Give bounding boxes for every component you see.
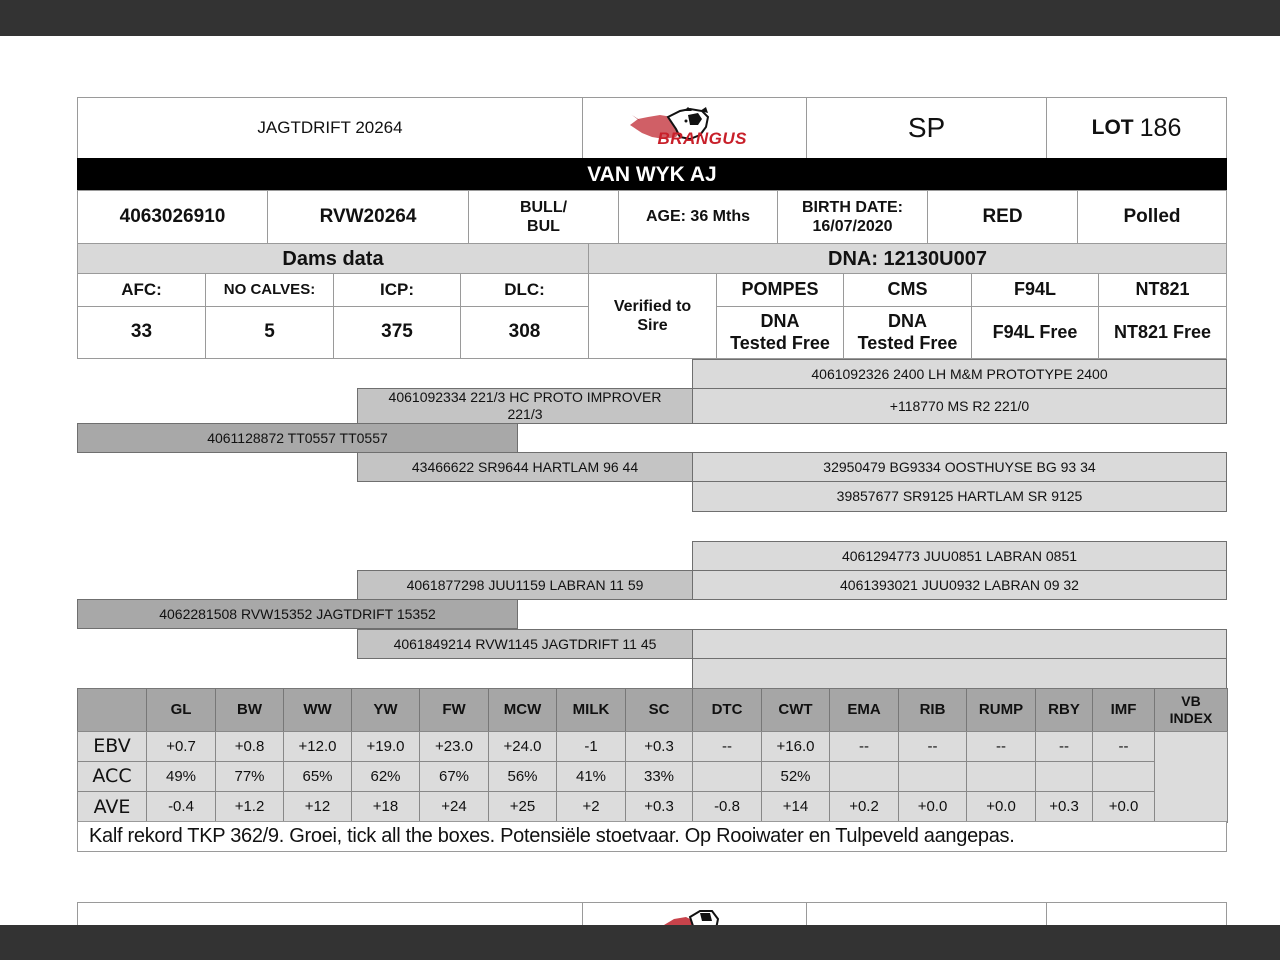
ebv-cell-acc-cwt-text: 52% [780, 767, 811, 785]
ebv-cell-ebv-dtc-text: -- [722, 737, 732, 755]
ebv-cell-acc-fw [419, 761, 489, 792]
ebv-cell-ebv-rby [1035, 731, 1093, 762]
viewer-bottom-bar [0, 925, 1280, 960]
ebv-cell-acc-milk [556, 761, 626, 792]
afc-label: AFC: [121, 279, 162, 299]
ebv-header-corner [77, 688, 147, 732]
ebv-cell-ebv-imf-text: -- [1118, 737, 1129, 755]
ebv-header-rib-text: RIB [919, 701, 946, 718]
ebv-header-rump [966, 688, 1036, 732]
ebv-cell-ebv-bw-text: +0.8 [234, 737, 265, 755]
dna-test-name-nt821 [1098, 273, 1227, 307]
dams-header-no-calves [205, 273, 334, 307]
dna-test-result-pompes [716, 306, 844, 359]
ebv-cell-acc-dtc [692, 761, 762, 792]
lot-number-box [1046, 97, 1227, 159]
ebv-cell-ebv-yw [351, 731, 420, 762]
no-calves-value: 5 [264, 321, 275, 343]
afc-value: 33 [130, 321, 153, 343]
ebv-cell-ave-milk [556, 791, 626, 823]
pedigree-dam-sire-sire [692, 541, 1227, 571]
horn-status-text: Polled [1123, 205, 1181, 227]
ebv-cell-ave-mcw [488, 791, 557, 823]
lot-number: 186 [1139, 114, 1182, 142]
comment-row [77, 821, 1227, 852]
horn-status [1077, 190, 1227, 244]
ebv-cell-ave-sc-text: +0.3 [644, 798, 674, 815]
ebv-cell-ebv-mcw [488, 731, 557, 762]
ebv-cell-ave-gl [146, 791, 216, 823]
pedigree-sire-dam-dam [692, 481, 1227, 512]
colour [927, 190, 1078, 244]
pedigree-text: 4061128872 TT0557 TT0557 [207, 429, 388, 446]
pedigree-sire-dam-sire [692, 452, 1227, 482]
ebv-header-milk-text: MILK [572, 701, 610, 718]
breeder-name: VAN WYK AJ [587, 162, 717, 186]
pedigree-dam-dam-dam [692, 658, 1227, 689]
ebv-header-ema-text: EMA [847, 701, 881, 718]
pedigree-sire-sire-dam [692, 388, 1227, 424]
pedigree-text: 4061849214 RVW1145 JAGTDRIFT 11 45 [393, 635, 657, 652]
ebv-cell-ebv-cwt [761, 731, 830, 762]
ebv-cell-ebv-ww [283, 731, 352, 762]
animal-id-text: RVW20264 [319, 205, 417, 227]
ebv-cell-ave-rby-text: +0.3 [1049, 798, 1079, 815]
ebv-cell-acc-ww [283, 761, 352, 792]
ebv-header-dtc-text: DTC [711, 701, 743, 718]
ebv-cell-ebv-fw [419, 731, 489, 762]
ebv-cell-ave-yw [351, 791, 420, 823]
dams-value-dlc [460, 306, 589, 359]
comment-text: Kalf rekord TKP 362/9. Groei, tick all the boxes. Potensiële stoetvaar. Op Rooiwater en Tulpeveld aangepas. [89, 825, 1015, 847]
pedigree-dam-sire-dam [692, 570, 1227, 600]
pedigree-dam-dam-sire [692, 629, 1227, 659]
ebv-header-ww [283, 688, 352, 732]
ebv-cell-acc-sc [625, 761, 693, 792]
ebv-row-label-acc [77, 761, 147, 792]
ebv-header-rby-text: RBY [1048, 701, 1080, 718]
ebv-cell-ebv-rib-text: -- [927, 737, 938, 755]
ebv-cell-acc-bw-text: 77% [234, 767, 265, 785]
ebv-cell-acc-rump [966, 761, 1036, 792]
ebv-cell-ebv-rby-text: -- [1059, 737, 1069, 755]
pedigree-dam-dam [357, 629, 693, 659]
pompes-result-line2: Tested Free [730, 332, 830, 353]
ebv-cell-ebv-milk [556, 731, 626, 762]
pedigree-sire [77, 423, 518, 453]
dna-test-name-f94l [971, 273, 1099, 307]
registration-number [77, 190, 268, 244]
vb-index-label: VB [1181, 693, 1201, 710]
viewer-top-bar [0, 0, 1280, 36]
lot-label: LOT [1091, 116, 1134, 140]
brangus-logo [582, 97, 807, 159]
dams-data-title: Dams data [282, 247, 384, 270]
dna-test-result-f94l [971, 306, 1099, 359]
dna-test-name-pompes [716, 273, 844, 307]
ebv-cell-acc-yw-text: 62% [370, 767, 401, 785]
ebv-row-label-ave-text: AVE [93, 795, 131, 818]
ebv-row-label-ebv-text: EBV [93, 735, 131, 758]
cms-label: CMS [887, 279, 928, 300]
verified-line2: Sire [637, 317, 668, 334]
ebv-cell-acc-bw [215, 761, 284, 792]
ebv-cell-ebv-imf [1092, 731, 1155, 762]
dlc-label: DLC: [504, 279, 545, 299]
nt821-result: NT821 Free [1113, 321, 1212, 342]
ebv-cell-ave-rump [966, 791, 1036, 823]
ebv-cell-ave-ema [829, 791, 899, 823]
ebv-vb-index-value [1154, 731, 1228, 823]
ebv-cell-ebv-yw-text: +19.0 [366, 737, 405, 755]
ebv-row-label-ebv [77, 731, 147, 762]
verified-to-sire [588, 273, 717, 359]
icp-value: 375 [381, 321, 413, 343]
brand-logo-text: BRANGUS [657, 129, 747, 148]
ebv-cell-ave-ww [283, 791, 352, 823]
pedigree-text: 4061393021 JUU0932 LABRAN 09 32 [840, 576, 1079, 593]
ebv-cell-ebv-sc-text: +0.3 [644, 737, 674, 755]
pedigree-sire-sire [357, 388, 693, 424]
ebv-cell-acc-mcw [488, 761, 557, 792]
ebv-cell-acc-rib [898, 761, 967, 792]
pedigree-text: 4061294773 JUU0851 LABRAN 0851 [841, 547, 1078, 564]
ebv-cell-ebv-rump-text: -- [996, 737, 1006, 755]
nt821-label: NT821 [1135, 279, 1190, 300]
ebv-cell-ebv-ww-text: +12.0 [298, 737, 337, 755]
birth-date-value: 16/07/2020 [812, 218, 893, 235]
category-text: SP [907, 112, 946, 144]
dna-test-name-cms [843, 273, 972, 307]
pedigree-sire-dam [357, 452, 693, 482]
ebv-header-ema [829, 688, 899, 732]
ebv-header-fw-text: FW [442, 701, 466, 718]
f94l-label: F94L [1013, 279, 1056, 300]
ebv-cell-acc-fw-text: 67% [438, 767, 470, 785]
ebv-cell-ebv-rump [966, 731, 1036, 762]
ebv-cell-ebv-gl [146, 731, 216, 762]
pedigree-text: 4061092334 221/3 HC PROTO IMPROVER 221/3 [388, 389, 662, 422]
ebv-header-cwt-text: CWT [778, 701, 813, 718]
ebv-header-bw [215, 688, 284, 732]
ebv-cell-acc-mcw-text: 56% [507, 767, 538, 785]
sex-line2: BUL [527, 218, 560, 235]
ebv-header-ww-text: WW [303, 701, 332, 718]
breeder-banner [77, 158, 1227, 191]
ebv-cell-ave-bw [215, 791, 284, 823]
ebv-cell-ave-bw-text: +1.2 [234, 798, 265, 815]
dams-header-icp [333, 273, 461, 307]
ebv-cell-acc-rby [1035, 761, 1093, 792]
ebv-cell-ebv-bw [215, 731, 284, 762]
ebv-header-rib [898, 688, 967, 732]
ebv-cell-ave-imf [1092, 791, 1155, 823]
ebv-header-mcw-text: MCW [503, 701, 542, 718]
ebv-cell-ave-imf-text: +0.0 [1108, 798, 1139, 815]
dna-test-result-cms [843, 306, 972, 359]
ebv-cell-acc-ww-text: 65% [302, 767, 333, 785]
ebv-row-label-acc-text: ACC [92, 765, 132, 788]
ebv-header-milk [556, 688, 626, 732]
vb-index-label: INDEX [1169, 710, 1213, 726]
pedigree-text: 4061877298 JUU1159 LABRAN 11 59 [406, 576, 644, 593]
no-calves-label: NO CALVES: [223, 281, 316, 298]
ebv-cell-ebv-milk-text: -1 [584, 737, 598, 755]
ebv-header-bw-text: BW [237, 701, 262, 718]
pedigree-text: 39857677 SR9125 HARTLAM SR 9125 [836, 488, 1083, 505]
ebv-cell-ave-rib-text: +0.0 [917, 798, 948, 815]
ebv-cell-ave-rump-text: +0.0 [986, 798, 1016, 815]
ebv-cell-ave-ww-text: +12 [304, 798, 331, 815]
ebv-cell-ave-ema-text: +0.2 [849, 798, 879, 815]
ebv-cell-ave-rib [898, 791, 967, 823]
dna-test-result-nt821 [1098, 306, 1227, 359]
dlc-value: 308 [508, 321, 541, 343]
ebv-cell-ave-fw-text: +24 [441, 798, 467, 815]
ebv-cell-ave-gl-text: -0.4 [168, 798, 194, 815]
ebv-cell-ebv-mcw-text: +24.0 [503, 737, 542, 755]
animal-name-text: JAGTDRIFT 20264 [257, 117, 403, 137]
ebv-header-imf [1092, 688, 1155, 732]
ebv-row-label-ave [77, 791, 147, 823]
age [618, 190, 778, 244]
ebv-cell-ebv-gl-text: +0.7 [166, 737, 196, 755]
ebv-header-rump-text: RUMP [978, 701, 1024, 718]
ebv-header-mcw [488, 688, 557, 732]
ebv-cell-ave-dtc [692, 791, 762, 823]
ebv-header-cwt [761, 688, 830, 732]
ebv-cell-ave-rby [1035, 791, 1093, 823]
dna-title: DNA: 12130U007 [828, 247, 987, 270]
ebv-header-yw [351, 688, 420, 732]
ebv-header-gl [146, 688, 216, 732]
ebv-header-imf-text: IMF [1110, 701, 1137, 718]
ebv-header-sc-text: SC [648, 701, 670, 718]
pedigree-dam-sire [357, 570, 693, 600]
verified-line1: Verified to [613, 297, 692, 315]
ebv-header-dtc [692, 688, 762, 732]
ebv-cell-ebv-ema-text: -- [859, 737, 869, 755]
ebv-cell-acc-cwt [761, 761, 830, 792]
pedigree-sire-sire-sire [692, 359, 1227, 389]
ebv-cell-ebv-fw-text: +23.0 [435, 737, 473, 755]
ebv-cell-acc-imf [1092, 761, 1155, 792]
ebv-cell-ave-mcw-text: +25 [509, 798, 536, 815]
ebv-header-gl-text: GL [170, 701, 192, 718]
ebv-cell-ave-yw-text: +18 [372, 798, 399, 815]
ebv-cell-ave-fw [419, 791, 489, 823]
colour-text: RED [982, 205, 1023, 227]
pedigree-text: 4062281508 RVW15352 JAGTDRIFT 15352 [159, 605, 436, 622]
icp-label: ICP: [380, 279, 414, 299]
ebv-cell-ave-cwt-text: +14 [782, 798, 809, 815]
ebv-cell-acc-yw [351, 761, 420, 792]
birth-date [777, 190, 928, 244]
pedigree-text: 43466622 SR9644 HARTLAM 96 44 [411, 458, 639, 475]
ebv-cell-acc-gl-text: 49% [165, 767, 197, 785]
ebv-cell-acc-ema [829, 761, 899, 792]
pedigree-text: +118770 MS R2 221/0 [889, 397, 1030, 414]
pompes-label: POMPES [741, 279, 819, 300]
ebv-cell-acc-sc-text: 33% [643, 767, 675, 785]
age-text: AGE: 36 Mths [645, 208, 750, 226]
ebv-cell-acc-milk-text: 41% [575, 767, 607, 785]
dna-header [588, 243, 1227, 274]
dams-value-afc [77, 306, 206, 359]
pedigree-text: 4061092326 2400 LH M&M PROTOTYPE 2400 [811, 365, 1108, 382]
cms-result-line2: Tested Free [857, 332, 958, 353]
ebv-table [77, 688, 1227, 822]
ebv-header-rby [1035, 688, 1093, 732]
f94l-result: F94L Free [992, 321, 1078, 342]
ebv-cell-ebv-sc [625, 731, 693, 762]
ebv-cell-ave-cwt [761, 791, 830, 823]
ebv-header-sc [625, 688, 693, 732]
animal-id [267, 190, 469, 244]
pompes-result-line1: DNA [760, 310, 800, 331]
ebv-cell-ebv-dtc [692, 731, 762, 762]
dams-data-header [77, 243, 589, 274]
category-code [806, 97, 1047, 159]
dams-value-icp [333, 306, 461, 359]
cms-result-line1: DNA [888, 310, 927, 331]
sex [468, 190, 619, 244]
ebv-cell-ave-sc [625, 791, 693, 823]
animal-name [77, 97, 583, 159]
dams-header-afc [77, 273, 206, 307]
ebv-header-vb-index [1154, 688, 1228, 732]
registration-number-text: 4063026910 [119, 205, 226, 227]
pedigree-dam [77, 599, 518, 629]
ebv-cell-ave-dtc-text: -0.8 [714, 798, 740, 815]
ebv-cell-ave-milk-text: +2 [582, 798, 600, 815]
dams-header-dlc [460, 273, 589, 307]
dams-value-no-calves [205, 306, 334, 359]
ebv-cell-ebv-ema [829, 731, 899, 762]
ebv-cell-ebv-cwt-text: +16.0 [776, 737, 815, 755]
ebv-cell-ebv-rib [898, 731, 967, 762]
sex-line1: BULL/ [519, 198, 568, 216]
ebv-cell-acc-gl [146, 761, 216, 792]
birth-date-label: BIRTH DATE: [801, 198, 904, 216]
ebv-header-fw [419, 688, 489, 732]
pedigree-text: 32950479 BG9334 OOSTHUYSE BG 93 34 [823, 458, 1096, 475]
ebv-header-yw-text: YW [373, 701, 398, 718]
